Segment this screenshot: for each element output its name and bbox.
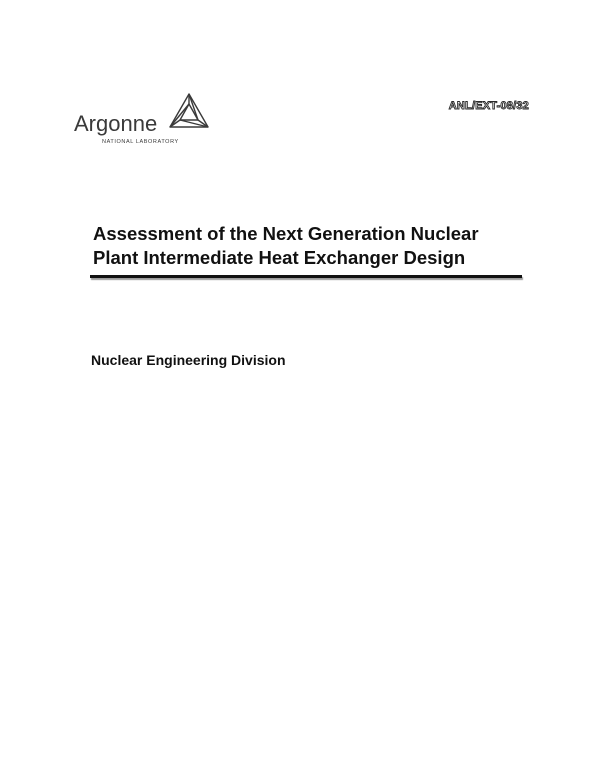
report-number: ANL/EXT-08/32 — [448, 100, 529, 112]
argonne-logo — [62, 84, 220, 150]
division-name: Nuclear Engineering Division — [91, 352, 286, 368]
document-title — [93, 222, 533, 270]
title-line-2: Plant Intermediate Heat Exchanger Design — [93, 247, 466, 268]
logo-subtitle: NATIONAL LABORATORY — [102, 139, 179, 145]
title-line-1: Assessment of the Next Generation Nuclear — [93, 223, 479, 244]
argonne-triangle-logo-icon — [168, 92, 210, 130]
logo-wordmark: Argonne — [74, 111, 158, 136]
title-divider — [90, 275, 522, 278]
